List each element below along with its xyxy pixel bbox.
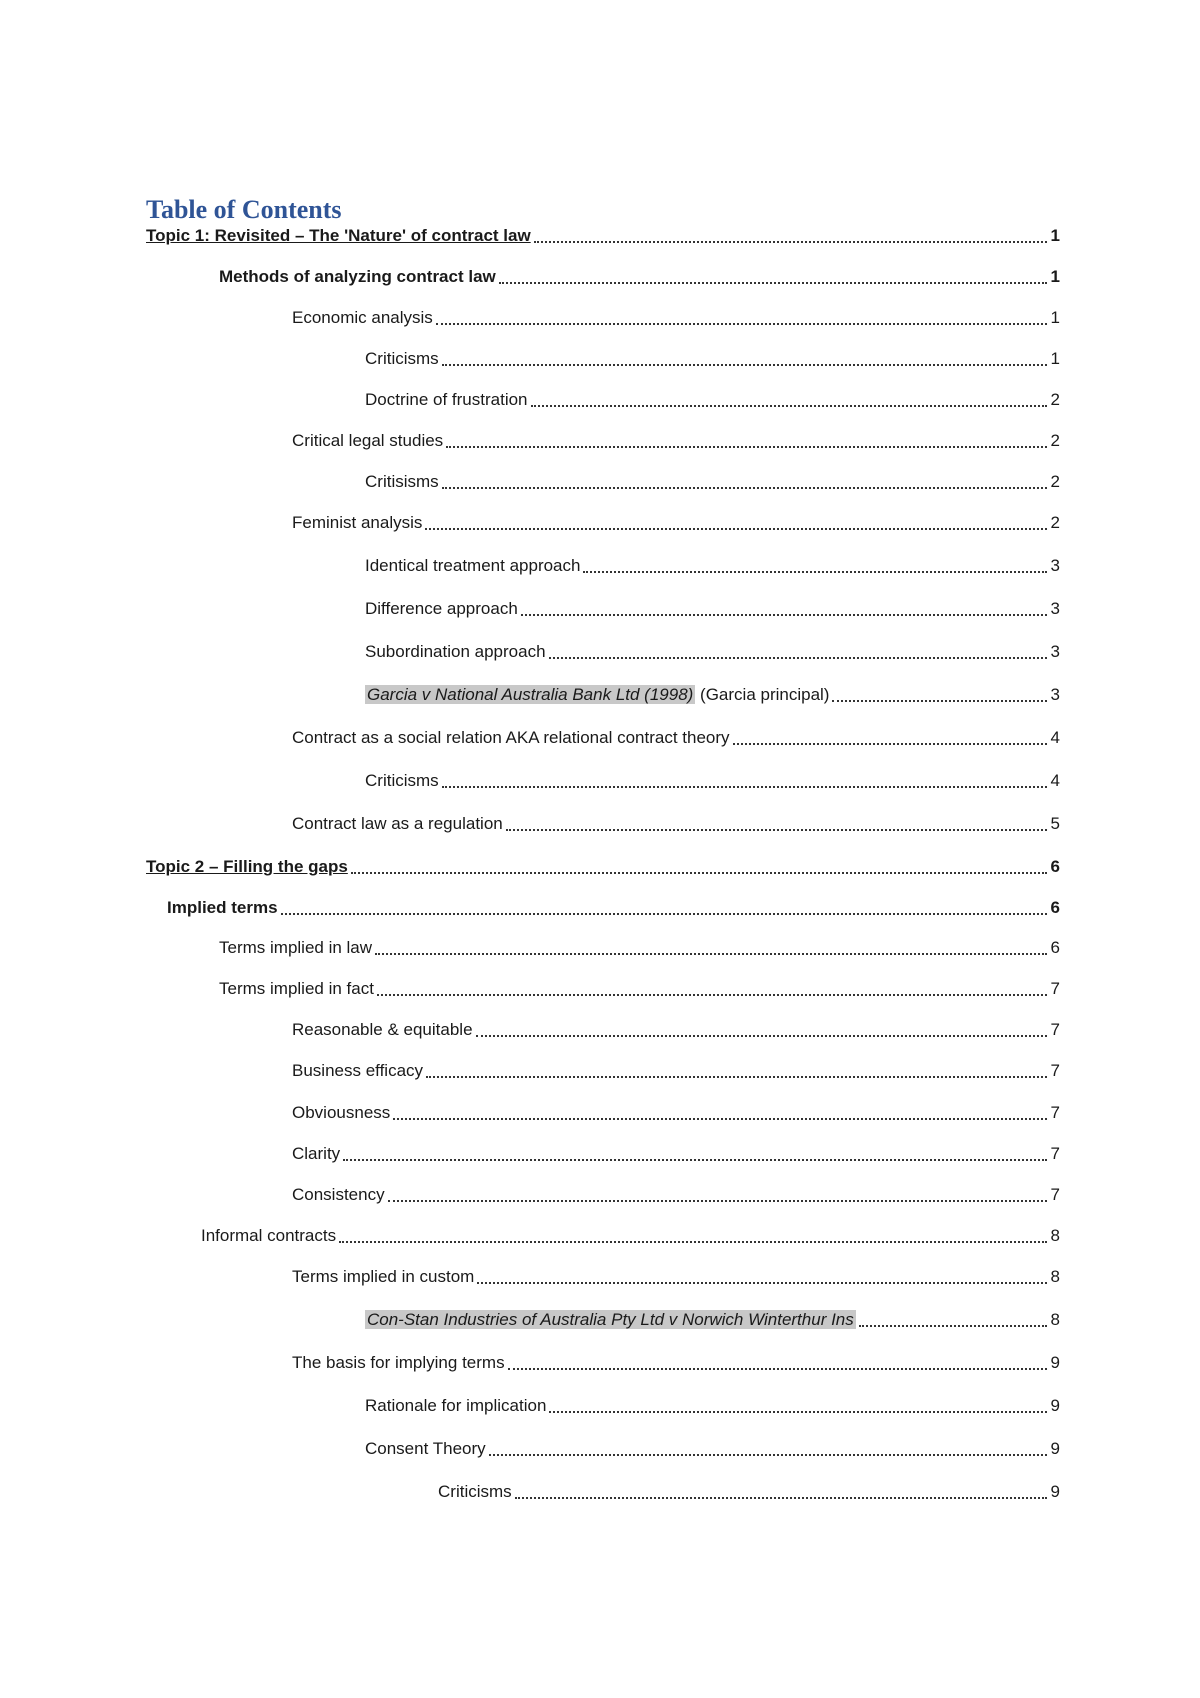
toc-entry-page: 3 <box>1050 556 1060 575</box>
toc-entry-page: 2 <box>1050 431 1060 450</box>
toc-entry-label: The basis for implying terms <box>292 1353 505 1372</box>
toc-entry-page: 9 <box>1050 1353 1060 1372</box>
toc-entry-label: Reasonable & equitable <box>292 1020 473 1039</box>
toc-entry[interactable] <box>365 550 1060 578</box>
dot-leader <box>393 1118 1047 1120</box>
dot-leader <box>442 487 1047 489</box>
toc-entry-label: Topic 1: Revisited – The 'Nature' of contract law <box>146 226 531 245</box>
toc-entry[interactable] <box>292 1097 1060 1125</box>
dot-leader <box>476 1035 1047 1037</box>
toc-entry-page: 3 <box>1050 685 1060 704</box>
dot-leader <box>499 282 1047 284</box>
dot-leader <box>446 446 1047 448</box>
dot-leader <box>339 1241 1047 1243</box>
dot-leader <box>521 614 1047 616</box>
toc-entry[interactable] <box>292 722 1060 750</box>
dot-leader <box>583 571 1047 573</box>
toc-entry-label: Criticisms <box>438 1482 512 1501</box>
toc-entry[interactable] <box>219 932 1060 960</box>
toc-entry-label: Clarity <box>292 1144 341 1163</box>
dot-leader <box>442 786 1047 788</box>
toc-entry-page: 2 <box>1050 513 1060 532</box>
toc-entry[interactable] <box>365 466 1060 494</box>
toc-entry-label: Obviousness <box>292 1103 391 1122</box>
toc-entry-page: 7 <box>1050 1103 1060 1122</box>
toc-entry[interactable] <box>365 343 1060 371</box>
toc-entry-label: Economic analysis <box>292 308 433 327</box>
toc-entry-label: Subordination approach <box>365 642 546 661</box>
toc-entry[interactable] <box>292 507 1060 535</box>
toc-entry[interactable] <box>292 808 1060 836</box>
case-name-highlight: Con-Stan Industries of Australia Pty Ltd v Norwich Winterthur Ins <box>367 1310 854 1329</box>
page-title: Table of Contents <box>146 195 342 224</box>
toc-entry-label: Consent Theory <box>365 1439 486 1458</box>
dot-leader <box>388 1200 1047 1202</box>
toc-entry-page: 2 <box>1050 472 1060 491</box>
toc-entry-page: 9 <box>1050 1439 1060 1458</box>
toc-entry-label: Rationale for implication <box>365 1396 547 1415</box>
toc-entry-label: Contract law as a regulation <box>292 814 503 833</box>
toc-entry-label: Business efficacy <box>292 1061 424 1080</box>
case-note: (Garcia principal) <box>700 685 830 704</box>
toc-entry-page: 8 <box>1050 1226 1060 1245</box>
toc-entry[interactable] <box>292 302 1060 330</box>
toc-entry-label: Identical treatment approach <box>365 556 581 575</box>
dot-leader <box>351 872 1047 874</box>
toc-entry[interactable] <box>365 1304 1060 1332</box>
case-name-highlight: Garcia v National Australia Bank Ltd (1998) <box>367 685 694 704</box>
toc-entry-label: Critical legal studies <box>292 431 444 450</box>
toc-entry[interactable] <box>292 1347 1060 1375</box>
dot-leader <box>534 241 1047 243</box>
dot-leader <box>832 700 1047 702</box>
dot-leader <box>506 829 1047 831</box>
toc-entry-label: Methods of analyzing contract law <box>219 267 496 286</box>
dot-leader <box>515 1497 1047 1499</box>
toc-entry[interactable] <box>292 425 1060 453</box>
toc-entry-page: 1 <box>1050 349 1060 368</box>
dot-leader <box>859 1325 1047 1327</box>
toc-entry[interactable] <box>146 220 1060 248</box>
toc-entry-page: 7 <box>1050 1020 1060 1039</box>
toc-entry-page: 6 <box>1050 857 1060 876</box>
toc-entry-page: 8 <box>1050 1310 1060 1329</box>
dot-leader <box>425 528 1047 530</box>
toc-entry-page: 6 <box>1050 898 1060 917</box>
dot-leader <box>549 657 1047 659</box>
dot-leader <box>436 323 1047 325</box>
toc-entry[interactable] <box>219 973 1060 1001</box>
toc-entry-label: Criticisms <box>365 349 439 368</box>
toc-entry[interactable] <box>167 892 1060 920</box>
toc-entry-label: Implied terms <box>167 898 278 917</box>
toc-entry[interactable] <box>219 261 1060 289</box>
toc-entry[interactable] <box>201 1220 1060 1248</box>
toc-entry[interactable] <box>365 1433 1060 1461</box>
toc-entry[interactable] <box>292 1138 1060 1166</box>
toc-entry-page: 7 <box>1050 1144 1060 1163</box>
dot-leader <box>375 953 1047 955</box>
toc-entry-page: 1 <box>1050 267 1060 286</box>
dot-leader <box>531 405 1047 407</box>
toc-entry-page: 1 <box>1050 226 1060 245</box>
dot-leader <box>281 913 1047 915</box>
toc-entry[interactable] <box>292 1014 1060 1042</box>
toc-entry[interactable] <box>365 765 1060 793</box>
dot-leader <box>442 364 1047 366</box>
toc-entry-label: Informal contracts <box>201 1226 337 1245</box>
toc-entry-label <box>365 683 829 707</box>
toc-entry-label: Terms implied in custom <box>292 1267 475 1286</box>
toc-entry[interactable] <box>292 1055 1060 1083</box>
toc-entry-page: 7 <box>1050 1061 1060 1080</box>
toc-entry[interactable] <box>365 1390 1060 1418</box>
dot-leader <box>489 1454 1047 1456</box>
toc-entry-page: 5 <box>1050 814 1060 833</box>
dot-leader <box>549 1411 1047 1413</box>
dot-leader <box>733 743 1047 745</box>
toc-entry-page: 3 <box>1050 599 1060 618</box>
toc-entry[interactable] <box>146 851 1060 879</box>
dot-leader <box>508 1368 1047 1370</box>
toc-entry-label: Critisisms <box>365 472 439 491</box>
toc-entry[interactable] <box>365 384 1060 412</box>
toc-entry-label: Topic 2 – Filling the gaps <box>146 857 348 876</box>
toc-entry-label: Feminist analysis <box>292 513 423 532</box>
toc-entry-page: 1 <box>1050 308 1060 327</box>
toc-entry-label: Terms implied in law <box>219 938 373 957</box>
dot-leader <box>426 1076 1047 1078</box>
toc-entry[interactable] <box>292 1179 1060 1207</box>
toc-entry-page: 8 <box>1050 1267 1060 1286</box>
toc-entry-page: 2 <box>1050 390 1060 409</box>
toc-entry-label: Difference approach <box>365 599 518 618</box>
toc-entry[interactable] <box>365 636 1060 664</box>
toc-entry-label: Doctrine of frustration <box>365 390 528 409</box>
toc-entry-label <box>365 1308 856 1332</box>
dot-leader <box>477 1282 1047 1284</box>
toc-entry[interactable] <box>292 1261 1060 1289</box>
toc-entry-page: 7 <box>1050 1185 1060 1204</box>
toc-entry-page: 6 <box>1050 938 1060 957</box>
toc-entry-page: 4 <box>1050 728 1060 747</box>
toc-entry-page: 9 <box>1050 1396 1060 1415</box>
toc-entry-page: 4 <box>1050 771 1060 790</box>
toc-entry-label: Consistency <box>292 1185 385 1204</box>
toc-entry-page: 3 <box>1050 642 1060 661</box>
toc-entry[interactable] <box>438 1476 1060 1504</box>
toc-entry[interactable] <box>365 679 1060 707</box>
toc-entry-page: 9 <box>1050 1482 1060 1501</box>
dot-leader <box>377 994 1047 996</box>
toc-entry-label: Terms implied in fact <box>219 979 374 998</box>
dot-leader <box>343 1159 1047 1161</box>
toc-entry[interactable] <box>365 593 1060 621</box>
toc-entry-label: Contract as a social relation AKA relational contract theory <box>292 728 730 747</box>
toc-entry-label: Criticisms <box>365 771 439 790</box>
toc-entry-page: 7 <box>1050 979 1060 998</box>
